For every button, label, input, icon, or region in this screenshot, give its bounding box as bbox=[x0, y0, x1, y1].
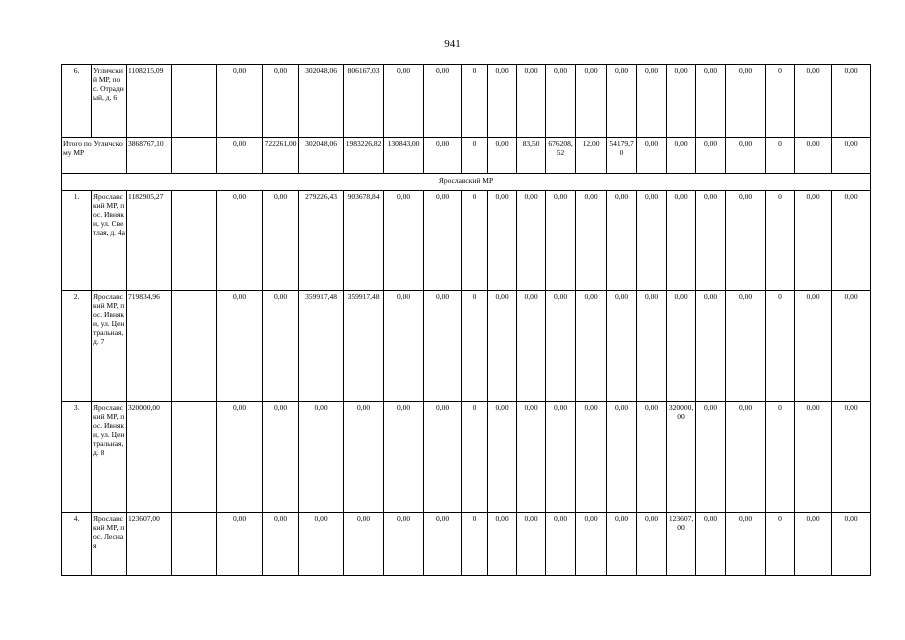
table-cell: 0,00 bbox=[576, 291, 607, 402]
table-cell: 0,00 bbox=[488, 402, 517, 513]
row-number: 2. bbox=[62, 291, 92, 402]
total-cost-cell: 1108215,09 bbox=[127, 65, 172, 138]
table-cell: 0,00 bbox=[726, 291, 766, 402]
table-cell bbox=[172, 513, 217, 576]
table-cell: 0,00 bbox=[217, 191, 263, 291]
table-cell: 0,00 bbox=[576, 191, 607, 291]
table-cell: 0,00 bbox=[384, 291, 424, 402]
table-cell: 0 bbox=[462, 138, 488, 174]
table-cell: 0,00 bbox=[832, 138, 871, 174]
table-cell: 0,00 bbox=[576, 402, 607, 513]
table-cell: 0 bbox=[462, 65, 488, 138]
table-cell: 0,00 bbox=[576, 513, 607, 576]
table-cell: 0,00 bbox=[488, 513, 517, 576]
table-cell: 0,00 bbox=[832, 402, 871, 513]
table-cell: 0,00 bbox=[667, 65, 696, 138]
address-cell: Ярославский МР, пос. Ивняки, ул. Светлая, д. 4а bbox=[92, 191, 127, 291]
table-cell: 0 bbox=[766, 138, 795, 174]
table-row bbox=[62, 513, 871, 576]
table-cell: 320000,00 bbox=[667, 402, 696, 513]
table-cell: 0,00 bbox=[637, 138, 667, 174]
table-cell: 130843,00 bbox=[384, 138, 424, 174]
table-cell: 0,00 bbox=[795, 513, 832, 576]
table-cell: 0,00 bbox=[424, 138, 462, 174]
table-cell: 0,00 bbox=[546, 65, 576, 138]
table-cell: 302048,06 bbox=[299, 138, 344, 174]
total-row bbox=[62, 138, 871, 174]
address-cell: Ярославский МР, пос. Ивняки, ул. Центральная, д. 7 bbox=[92, 291, 127, 402]
table-cell: 0,00 bbox=[384, 513, 424, 576]
table-cell: 0,00 bbox=[637, 402, 667, 513]
table-cell: 54179,70 bbox=[607, 138, 637, 174]
table-cell bbox=[172, 402, 217, 513]
table-cell bbox=[172, 65, 217, 138]
table-row bbox=[62, 291, 871, 402]
total-label: Итого по Угличскому МР bbox=[62, 138, 127, 174]
total-cost-cell: 719834,96 bbox=[127, 291, 172, 402]
table-row bbox=[62, 65, 871, 138]
table-cell: 0,00 bbox=[299, 513, 344, 576]
table-cell: 0,00 bbox=[384, 65, 424, 138]
table-cell: 676208,52 bbox=[546, 138, 576, 174]
table-cell: 83,50 bbox=[517, 138, 546, 174]
table-cell: 0,00 bbox=[263, 65, 299, 138]
table-cell: 0,00 bbox=[546, 402, 576, 513]
table-cell: 0,00 bbox=[607, 191, 637, 291]
table-cell: 0 bbox=[766, 402, 795, 513]
table-cell: 0,00 bbox=[517, 402, 546, 513]
table-cell: 0,00 bbox=[607, 65, 637, 138]
table-cell: 0,00 bbox=[217, 291, 263, 402]
table-cell: 0,00 bbox=[344, 513, 384, 576]
table-cell: 0,00 bbox=[217, 138, 263, 174]
table-cell: 722261,00 bbox=[263, 138, 299, 174]
total-cost-cell: 3868767,10 bbox=[127, 138, 172, 174]
table-cell: 0,00 bbox=[217, 513, 263, 576]
table-cell: 0,00 bbox=[424, 513, 462, 576]
table-cell: 0,00 bbox=[795, 402, 832, 513]
table-cell: 0,00 bbox=[795, 65, 832, 138]
section-row bbox=[62, 174, 871, 191]
table-cell: 0,00 bbox=[795, 191, 832, 291]
total-cost-cell: 123607,00 bbox=[127, 513, 172, 576]
table-cell: 0,00 bbox=[667, 291, 696, 402]
row-number: 6. bbox=[62, 65, 92, 138]
row-number: 3. bbox=[62, 402, 92, 513]
table-cell: 806167,03 bbox=[344, 65, 384, 138]
table-cell: 0,00 bbox=[517, 513, 546, 576]
table-cell: 0,00 bbox=[424, 65, 462, 138]
table-cell: 0,00 bbox=[488, 65, 517, 138]
table-cell: 0,00 bbox=[607, 513, 637, 576]
table-cell: 0,00 bbox=[726, 513, 766, 576]
table-cell: 0,00 bbox=[696, 291, 726, 402]
budget-table bbox=[61, 64, 871, 576]
table-cell: 359917,48 bbox=[344, 291, 384, 402]
table-cell: 0,00 bbox=[726, 138, 766, 174]
table-cell: 0,00 bbox=[696, 138, 726, 174]
table-cell: 12,00 bbox=[576, 138, 607, 174]
table-cell: 0,00 bbox=[263, 402, 299, 513]
table-cell: 0,00 bbox=[263, 291, 299, 402]
table-cell: 0,00 bbox=[696, 65, 726, 138]
total-cost-cell: 320000,00 bbox=[127, 402, 172, 513]
table-cell: 0,00 bbox=[726, 191, 766, 291]
table-cell: 0,00 bbox=[299, 402, 344, 513]
table-cell: 0 bbox=[462, 513, 488, 576]
table-cell: 0,00 bbox=[217, 402, 263, 513]
table-cell: 0,00 bbox=[637, 191, 667, 291]
table-cell: 0,00 bbox=[488, 191, 517, 291]
table-cell: 0,00 bbox=[517, 65, 546, 138]
table-cell: 1983226,82 bbox=[344, 138, 384, 174]
table-cell: 0,00 bbox=[667, 191, 696, 291]
address-cell: Ярославский МР, пос. Ивняки, ул. Центральная, д. 8 bbox=[92, 402, 127, 513]
table-cell: 279226,43 bbox=[299, 191, 344, 291]
table-cell: 0,00 bbox=[696, 513, 726, 576]
table-cell: 0,00 bbox=[424, 191, 462, 291]
table-cell: 0,00 bbox=[517, 291, 546, 402]
table-cell: 0 bbox=[766, 191, 795, 291]
table-cell: 0 bbox=[462, 191, 488, 291]
table-cell bbox=[172, 191, 217, 291]
table-cell: 0,00 bbox=[488, 138, 517, 174]
table-cell: 0 bbox=[766, 513, 795, 576]
table-cell: 0,00 bbox=[696, 402, 726, 513]
table-cell: 0,00 bbox=[637, 513, 667, 576]
table-cell: 0,00 bbox=[546, 513, 576, 576]
section-title: Ярославский МР bbox=[62, 174, 871, 191]
address-cell: Угличский МР, пос. Отрадный, д. 6 bbox=[92, 65, 127, 138]
table-cell: 0 bbox=[766, 65, 795, 138]
table-cell: 0,00 bbox=[667, 138, 696, 174]
table-cell: 0,00 bbox=[263, 513, 299, 576]
table-cell: 903678,84 bbox=[344, 191, 384, 291]
total-cost-cell: 1182905,27 bbox=[127, 191, 172, 291]
table-cell: 0 bbox=[462, 291, 488, 402]
table-cell bbox=[172, 138, 217, 174]
table-cell: 0,00 bbox=[424, 291, 462, 402]
table-cell: 0,00 bbox=[576, 65, 607, 138]
table-cell: 0,00 bbox=[696, 191, 726, 291]
table-cell: 0,00 bbox=[546, 191, 576, 291]
page-number: 941 bbox=[444, 38, 461, 50]
table-cell: 0,00 bbox=[384, 402, 424, 513]
table-cell: 123607,00 bbox=[667, 513, 696, 576]
table-cell: 0 bbox=[462, 402, 488, 513]
table-cell: 0,00 bbox=[726, 402, 766, 513]
table-cell: 0,00 bbox=[832, 65, 871, 138]
table-cell: 0,00 bbox=[217, 65, 263, 138]
table-cell: 0,00 bbox=[795, 138, 832, 174]
table-cell: 0,00 bbox=[607, 402, 637, 513]
table-cell: 359917,48 bbox=[299, 291, 344, 402]
table-cell: 0,00 bbox=[607, 291, 637, 402]
table-cell: 302048,06 bbox=[299, 65, 344, 138]
table-cell: 0,00 bbox=[832, 291, 871, 402]
table-cell: 0,00 bbox=[637, 65, 667, 138]
table-cell: 0,00 bbox=[726, 65, 766, 138]
address-cell: Ярославский МР, пос. Лесная bbox=[92, 513, 127, 576]
table-cell: 0,00 bbox=[637, 291, 667, 402]
table-cell: 0,00 bbox=[488, 291, 517, 402]
table-cell: 0,00 bbox=[424, 402, 462, 513]
table-cell: 0,00 bbox=[263, 191, 299, 291]
table-cell: 0,00 bbox=[832, 513, 871, 576]
table-cell: 0,00 bbox=[546, 291, 576, 402]
row-number: 1. bbox=[62, 191, 92, 291]
table-cell: 0,00 bbox=[795, 291, 832, 402]
table-row bbox=[62, 191, 871, 291]
table-cell: 0,00 bbox=[344, 402, 384, 513]
table-row bbox=[62, 402, 871, 513]
table-cell: 0,00 bbox=[517, 191, 546, 291]
table-cell: 0,00 bbox=[384, 191, 424, 291]
row-number: 4. bbox=[62, 513, 92, 576]
table-cell: 0 bbox=[766, 291, 795, 402]
table-cell: 0,00 bbox=[832, 191, 871, 291]
table-cell bbox=[172, 291, 217, 402]
